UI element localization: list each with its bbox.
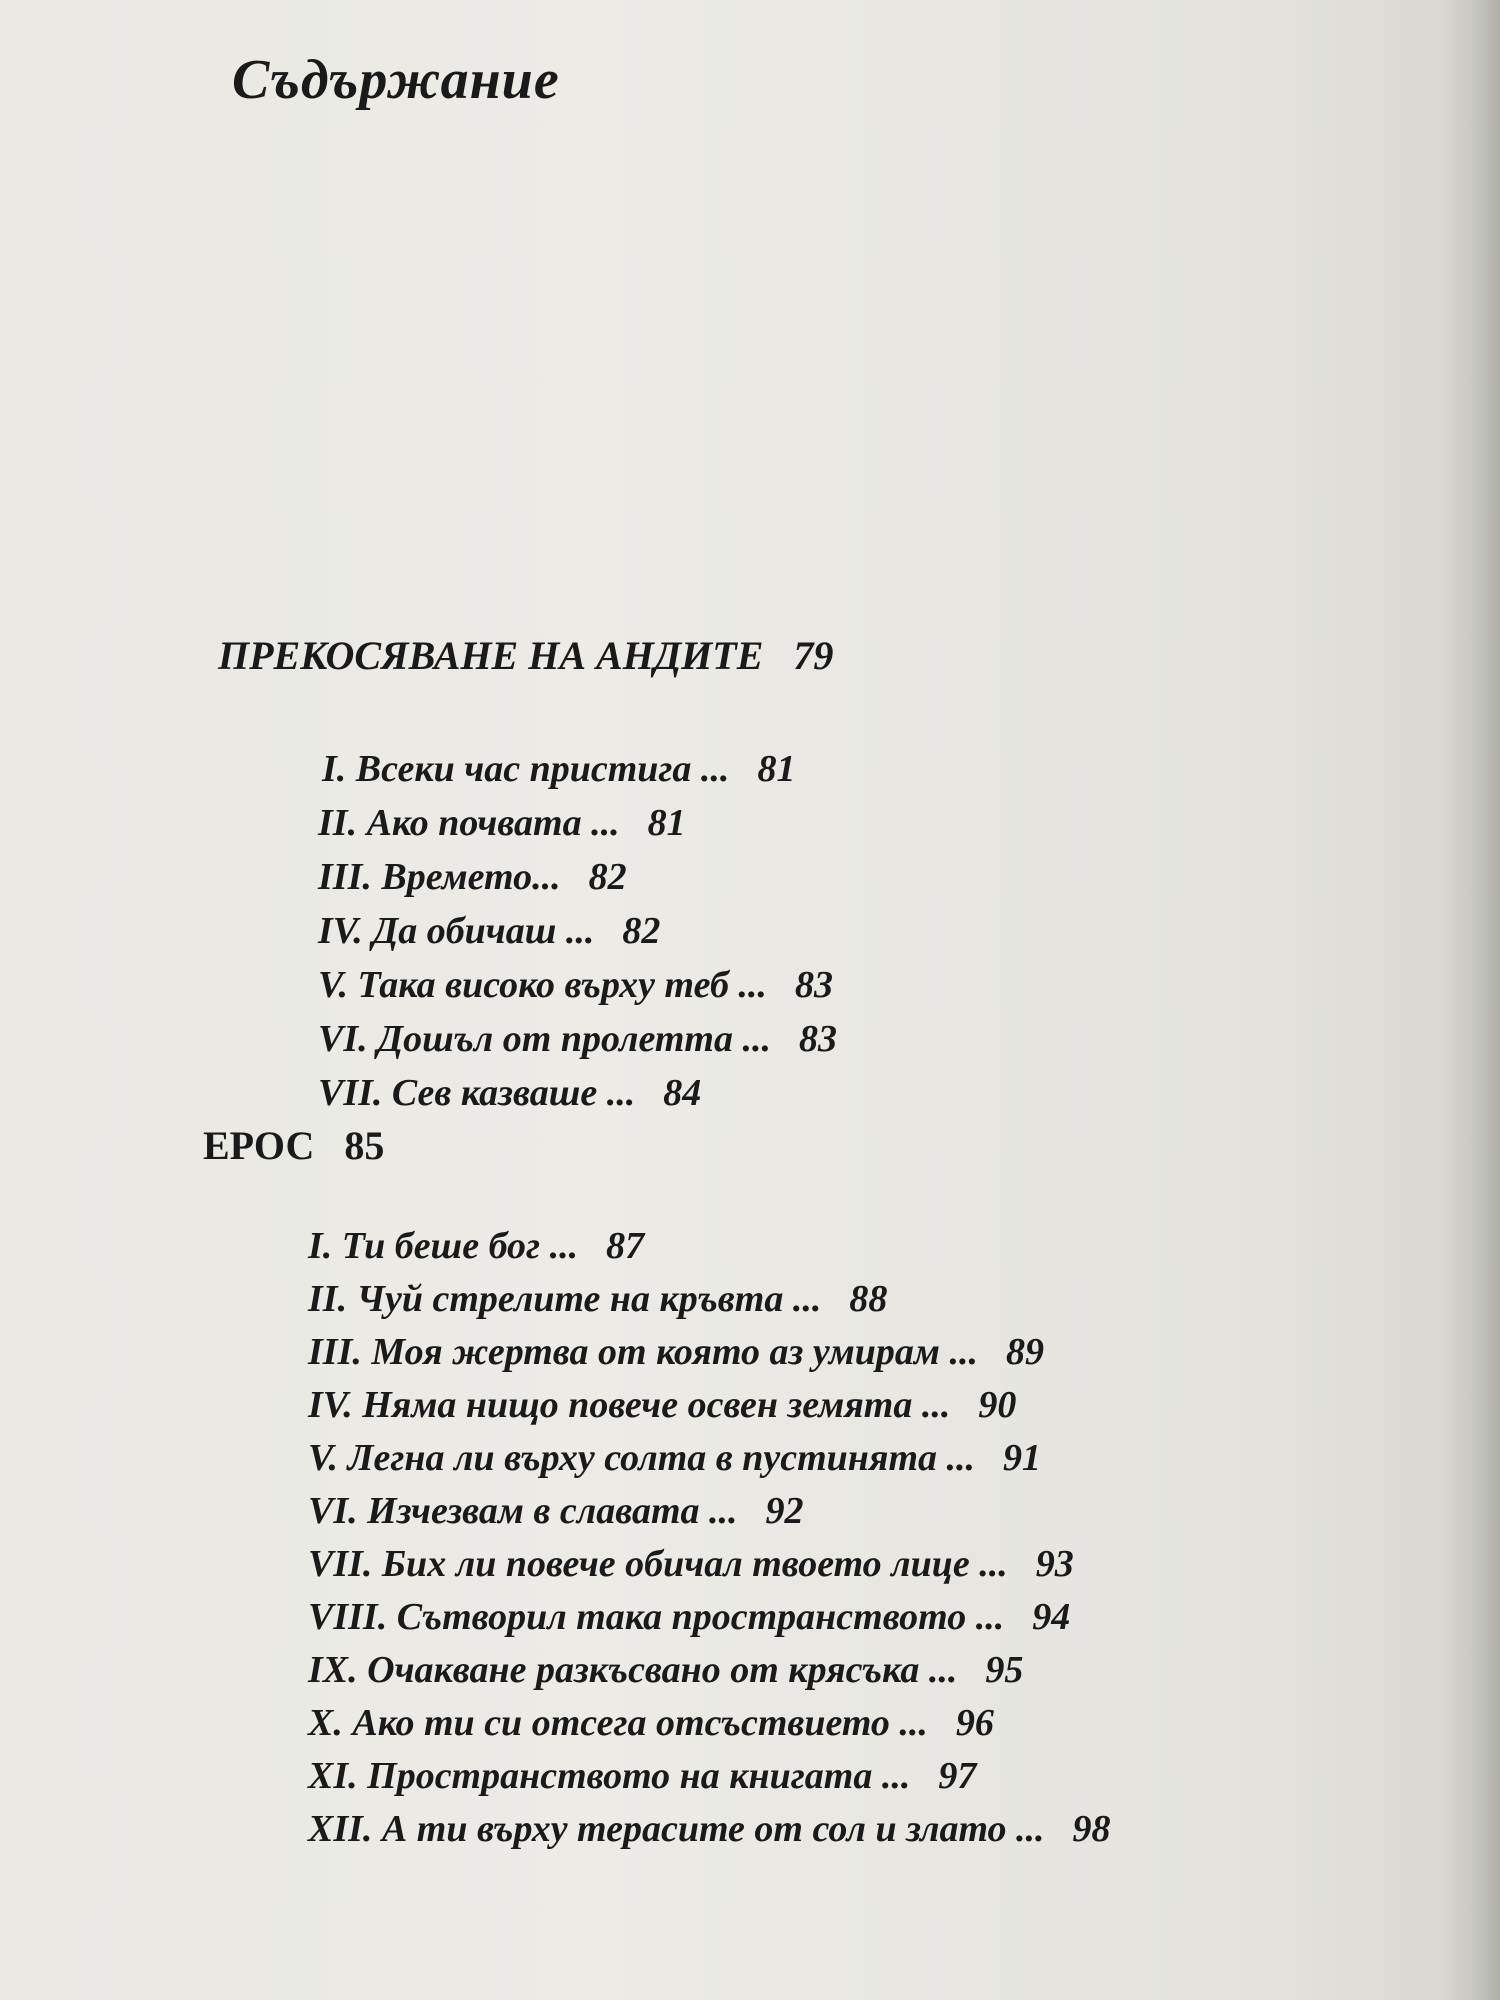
toc-entry-label: XII. А ти върху терасите от сол и злато ... (308, 1808, 1045, 1850)
toc-entry (318, 850, 837, 904)
toc-entry-page: 83 (794, 964, 833, 1006)
toc-entry-page: 90 (978, 1384, 1017, 1426)
toc-entry (308, 1644, 1111, 1697)
toc-entry-label: VI. Дошъл от пролетта ... (318, 1018, 771, 1060)
toc-entry-label: I. Ти беше бог ... (308, 1225, 579, 1267)
toc-entry-label: III. Моя жертва от която аз умирам ... (308, 1331, 978, 1373)
toc-list-eros (308, 1220, 1111, 1856)
section-page-number: 85 (344, 1123, 385, 1168)
section-heading-andes (218, 632, 833, 679)
toc-entry (308, 1485, 1111, 1538)
toc-entry-label: VII. Сев казваше ... (318, 1072, 636, 1114)
toc-entry-label: IX. Очакване разкъсвано от крясъка ... (308, 1649, 958, 1691)
toc-entry-label: II. Ако почвата ... (318, 802, 620, 844)
toc-entry (322, 742, 837, 796)
toc-entry (308, 1432, 1111, 1485)
toc-entry (318, 904, 837, 958)
toc-entry-page: 96 (955, 1702, 994, 1744)
toc-entry-page: 88 (849, 1278, 888, 1320)
toc-entry-label: VI. Изчезвам в славата ... (308, 1490, 738, 1532)
toc-entry-page: 83 (799, 1018, 837, 1060)
toc-entry (308, 1379, 1111, 1432)
toc-entry-label: VII. Бих ли повече обичал твоето лице ... (308, 1543, 1008, 1585)
toc-entry (308, 1803, 1111, 1856)
toc-entry-label: VIII. Сътворил така пространството ... (308, 1596, 1005, 1638)
page-title: Съдържание (232, 49, 560, 111)
toc-entry-page: 93 (1035, 1543, 1074, 1585)
binding-shadow (1440, 0, 1500, 2000)
toc-entry (308, 1750, 1111, 1803)
toc-entry (308, 1697, 1111, 1750)
toc-entry (308, 1591, 1111, 1644)
toc-entry (318, 1012, 837, 1066)
section-page-number: 79 (793, 633, 834, 678)
toc-entry-page: 82 (622, 910, 661, 952)
toc-entry (308, 1326, 1111, 1379)
toc-entry-page: 98 (1072, 1808, 1111, 1850)
toc-entry-page: 97 (938, 1755, 977, 1797)
toc-entry-page: 95 (985, 1649, 1024, 1691)
toc-entry (318, 958, 837, 1012)
toc-entry (308, 1220, 1111, 1273)
toc-entry-label: V. Легна ли върху солта в пустинята ... (308, 1437, 976, 1479)
toc-entry-page: 94 (1032, 1596, 1071, 1638)
toc-entry-label: II. Чуй стрелите на кръвта ... (308, 1278, 822, 1320)
toc-entry (308, 1538, 1111, 1591)
toc-entry-page: 82 (588, 856, 627, 898)
toc-entry (318, 796, 837, 850)
toc-list-andes (318, 742, 837, 1120)
toc-entry (308, 1273, 1111, 1326)
toc-entry-page: 92 (765, 1490, 804, 1532)
toc-entry-label: XI. Пространството на книгата ... (308, 1755, 911, 1797)
toc-entry (318, 1066, 837, 1120)
toc-entry-page: 81 (757, 748, 796, 790)
section-heading-label: ПРЕКОСЯВАНЕ НА АНДИТЕ (218, 633, 764, 678)
section-heading-label: ЕРОС (203, 1123, 315, 1168)
toc-entry-label: X. Ако ти си отсега отсъствието ... (308, 1702, 928, 1744)
toc-entry-page: 91 (1003, 1437, 1042, 1479)
toc-entry-label: III. Времето... (318, 856, 561, 898)
toc-entry-label: IV. Да обичаш ... (318, 910, 595, 952)
toc-entry-label: I. Всеки час пристига ... (322, 748, 730, 790)
toc-entry-label: V. Така високо върху теб ... (318, 964, 767, 1006)
toc-entry-label: IV. Няма нищо повече освен земята ... (308, 1384, 951, 1426)
toc-entry-page: 84 (663, 1072, 702, 1114)
toc-entry-page: 81 (647, 802, 686, 844)
toc-entry-page: 87 (606, 1225, 645, 1267)
toc-entry-page: 89 (1005, 1331, 1044, 1373)
section-heading-eros (203, 1122, 384, 1169)
